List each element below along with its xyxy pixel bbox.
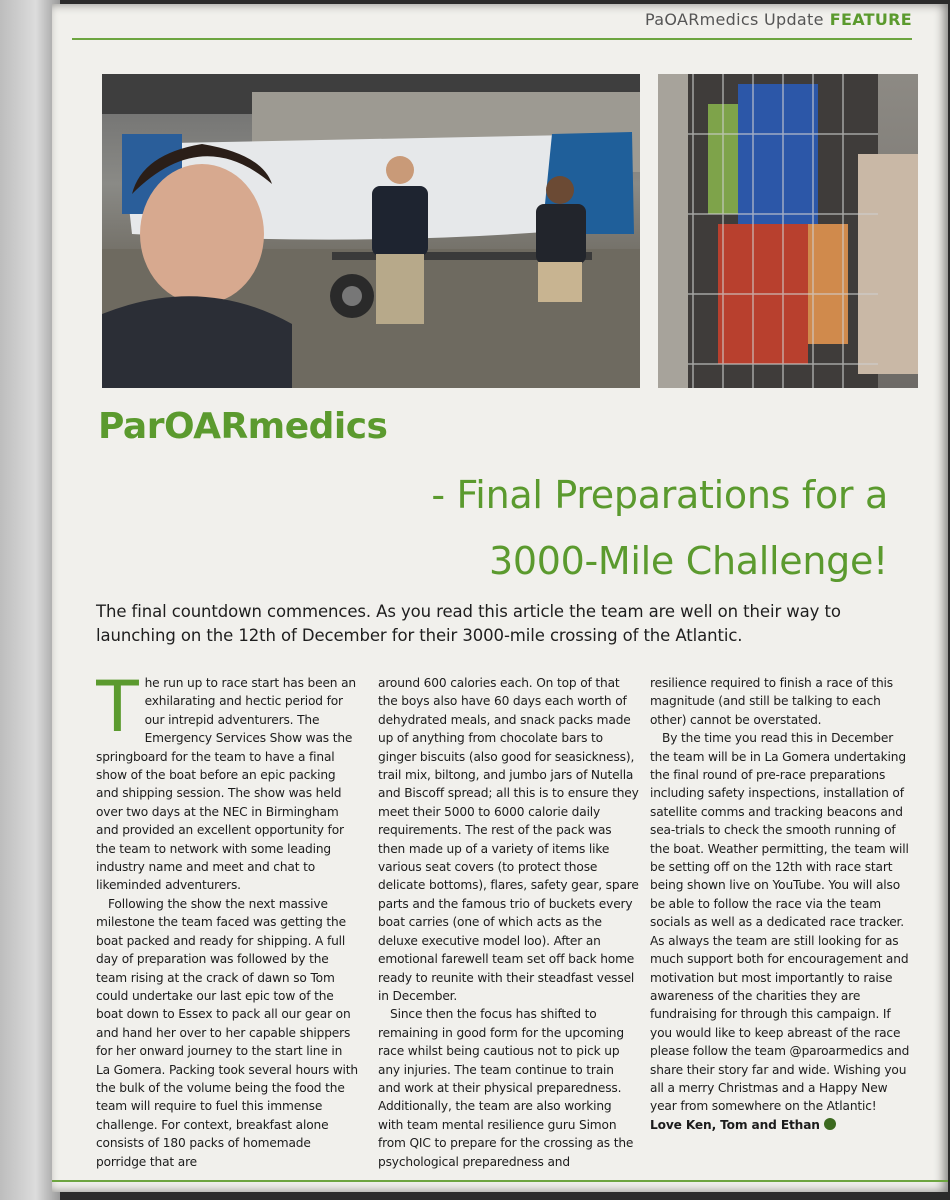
body-column-1	[96, 674, 358, 1174]
facing-page-edge	[0, 0, 60, 1200]
body-column-3	[650, 674, 912, 1174]
section-label: FEATURE	[829, 10, 912, 29]
body-paragraph	[96, 674, 358, 895]
signoff-text: Love Ken, Tom and Ethan	[650, 1117, 820, 1132]
drop-cap: T	[96, 674, 139, 748]
running-head	[645, 10, 912, 29]
body-paragraph: Since then the focus has shifted to remaining in good form for the upcoming race whilst being cautious not to pick up any injuries. The team continue to train and work at their physical preparedness. Additionally, the team are also working with team mental resilience guru Simon from QIC to prepare for the crossing as the psychological preparedness and	[378, 1007, 634, 1169]
magazine-page	[52, 4, 948, 1192]
end-mark-icon	[824, 1118, 836, 1130]
body-column-2	[378, 674, 640, 1174]
team-with-boat-photo	[102, 74, 640, 388]
body-paragraph: resilience required to finish a race of this magnitude (and still be talking to each other) cannot be overstated.	[650, 676, 893, 727]
article-subtitle	[431, 462, 888, 594]
subtitle-line: - Final Preparations for a	[431, 473, 888, 517]
paragraph-text: he run up to race start has been an exhilarating and hectic period for our intrepid adventurers. The Emergency Services Show was the springboard for the team to have a final show of the boat before an epic packing and shipping session. The show was held over two days at the NEC in Birmingham and provided an excellent opportunity for the team to network with some leading industry name and meet and chat to likeminded adventurers.	[96, 676, 356, 893]
footer-rule	[52, 1180, 948, 1182]
article-title: ParOARmedics	[98, 406, 388, 447]
header-rule	[72, 38, 912, 40]
body-paragraph: Following the show the next massive milestone the team faced was getting the boat packed and ready for shipping. A full day of preparation was followed by the team rising at the crack of dawn so Tom could undertake our last epic tow of the boat down to Essex to pack all our gear on and hand her over to her capable shippers for her onward journey to the start line in La Gomera. Packing took several hours with the bulk of the volume being the food the team will require to fuel this immense challenge. For context, breakfast alone consists of 180 packs of homemade porridge that are	[96, 896, 358, 1169]
signoff	[650, 1116, 912, 1134]
subtitle-line: 3000-Mile Challenge!	[489, 539, 888, 583]
publication-name: PaOARmedics Update	[645, 10, 824, 29]
body-paragraph: around 600 calories each. On top of that the boys also have 60 days each worth of dehydrated meals, and snack packs made up of anything from chocolate bars to ginger biscuits (also good for seasickness), trail mix, biltong, and jumbo jars of Nutella and Biscoff spread; all this is to ensure they meet their 5000 to 6000 calorie daily requirements. The rest of the pack was then made up of a variety of items like various seat covers (to protect those delicate bottoms), flares, safety gear, spare parts and the famous trio of buckets every boat carries (one of which acts as the deluxe executive model loo). After an emotional farewell team set off back home ready to reunite with their steadfast vessel in December.	[378, 676, 639, 1003]
food-supplies-photo	[658, 74, 918, 388]
body-paragraph: By the time you read this in December the team will be in La Gomera undertaking the final round of pre-race preparations including safety inspections, installation of satellite comms and tracking beacons and sea-trials to check the smooth running of the boat. Weather permitting, the team will be setting off on the 12th with race start being shown live on YouTube. You will also be able to follow the race via the team socials as well as a dedicated race tracker. As always the team are still looking for as much support both for encouragement and motivation but most importantly to raise awareness of the charities they are fundraising for through this campaign. If you would like to keep abreast of the race please follow the team @paroarmedics and share their story far and wide. Wishing you all a merry Christmas and a Happy New year from somewhere on the Atlantic!	[650, 731, 910, 1114]
standfirst: The final countdown commences. As you read this article the team are well on their way to launching on the 12th of December for their 3000-mile crossing of the Atlantic.	[96, 602, 841, 645]
